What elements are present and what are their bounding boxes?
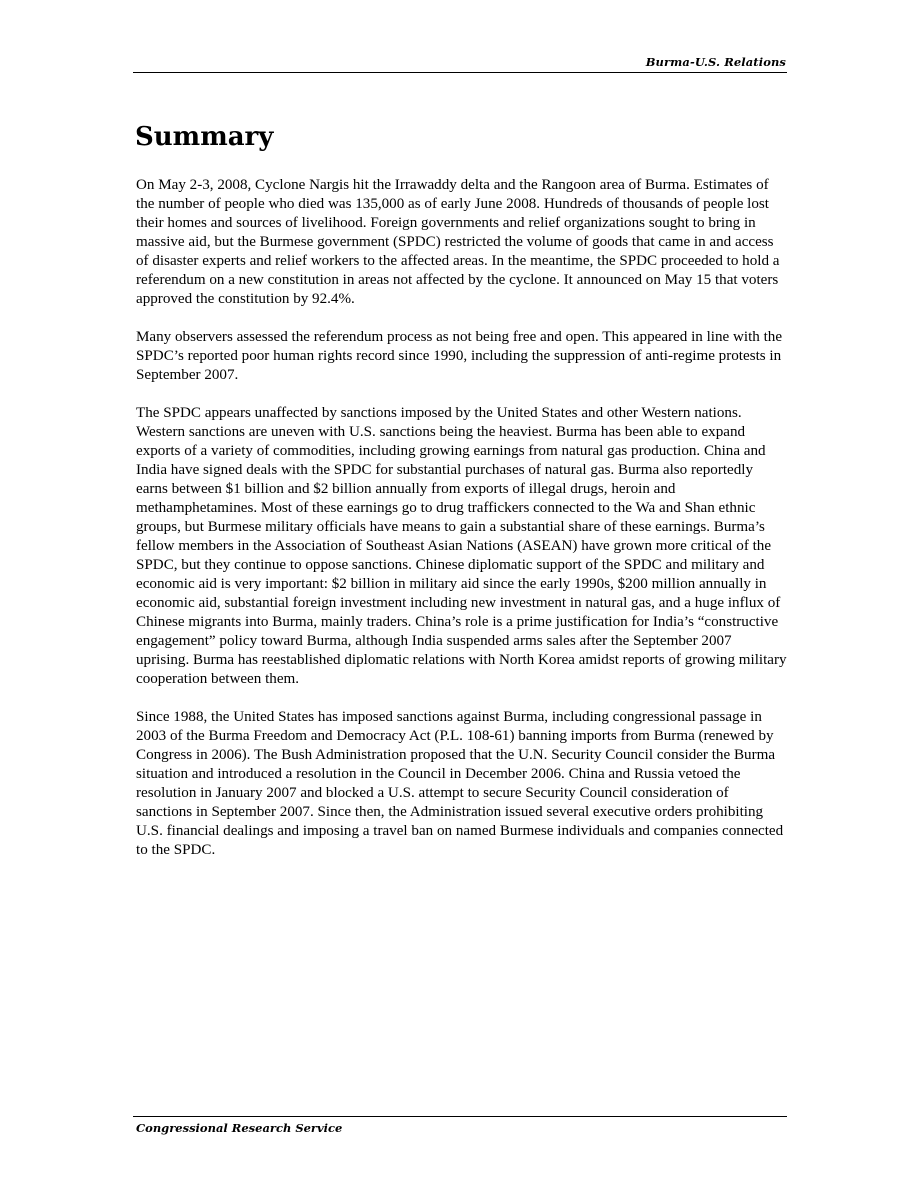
- summary-body: [136, 176, 787, 879]
- paragraph-cyclone-nargis: On May 2-3, 2008, Cyclone Nargis hit the Irrawaddy delta and the Rangoon area of Burma. Estimates of the number of people who died was 135,000 as of early June 2008. Hundreds of thousands of people lost their homes and sources of livelihood. Foreign governments and relief organizations sought to bring in massive aid, but the Burmese government (SPDC) restricted the volume of goods that came in and access of disaster experts and relief workers to the affected areas. In the meantime, the SPDC proceeded to hold a referendum on a new constitution in areas not affected by the cyclone. It announced on May 15 that voters approved the constitution by 92.4%.: [136, 177, 780, 307]
- footer-rule: [133, 1116, 787, 1117]
- paragraph-referendum: Many observers assessed the referendum process as not being free and open. This appeared in line with the SPDC’s reported poor human rights record since 1990, including the suppression of anti-regime protests in September 2007.: [136, 329, 783, 383]
- paragraph-sanctions-effects: The SPDC appears unaffected by sanctions imposed by the United States and other Western nations. Western sanctions are uneven with U.S. sanctions being the heaviest. Burma has been able to expand exports of a variety of commodities, including growing earnings from natural gas production. China and India have signed deals with the SPDC for substantial purchases of natural gas. Burma also reportedly earns between $1 billion and $2 billion annually from exports of illegal drugs, heroin and methamphetamines. Most of these earnings go to drug traffickers connected to the Wa and Shan ethnic groups, but Burmese military officials have means to gain a substantial share of these earnings. Burma’s fellow members in the Association of Southeast Asian Nations (ASEAN) have grown more critical of the SPDC, but they continue to oppose sanctions. Chinese diplomatic support of the SPDC and military and economic aid is very important: $2 billion in military aid since the early 1990s, $200 million annually in economic aid, substantial foreign investment including new investment in natural gas, and a huge influx of Chinese migrants into Burma, mainly traders. China’s role is a prime justification for India’s “constructive engagement” policy toward Burma, although India suspended arms sales after the September 2007 uprising. Burma has reestablished diplomatic relations with North Korea amidst reports of growing military cooperation between them.: [136, 405, 787, 687]
- header-rule: [133, 72, 787, 73]
- page-title: Summary: [135, 122, 274, 152]
- running-footer: Congressional Research Service: [136, 1121, 343, 1135]
- running-header: Burma-U.S. Relations: [645, 55, 786, 69]
- paragraph-us-sanctions: Since 1988, the United States has imposed sanctions against Burma, including congressional passage in 2003 of the Burma Freedom and Democracy Act (P.L. 108-61) banning imports from Burma (renewed by Congress in 2006). The Bush Administration proposed that the U.N. Security Council consider the Burma situation and introduced a resolution in the Council in December 2006. China and Russia vetoed the resolution in January 2007 and blocked a U.S. attempt to secure Security Council consideration of sanctions in September 2007. Since then, the Administration issued several executive orders prohibiting U.S. financial dealings and imposing a travel ban on named Burmese individuals and companies connected to the SPDC.: [136, 709, 784, 858]
